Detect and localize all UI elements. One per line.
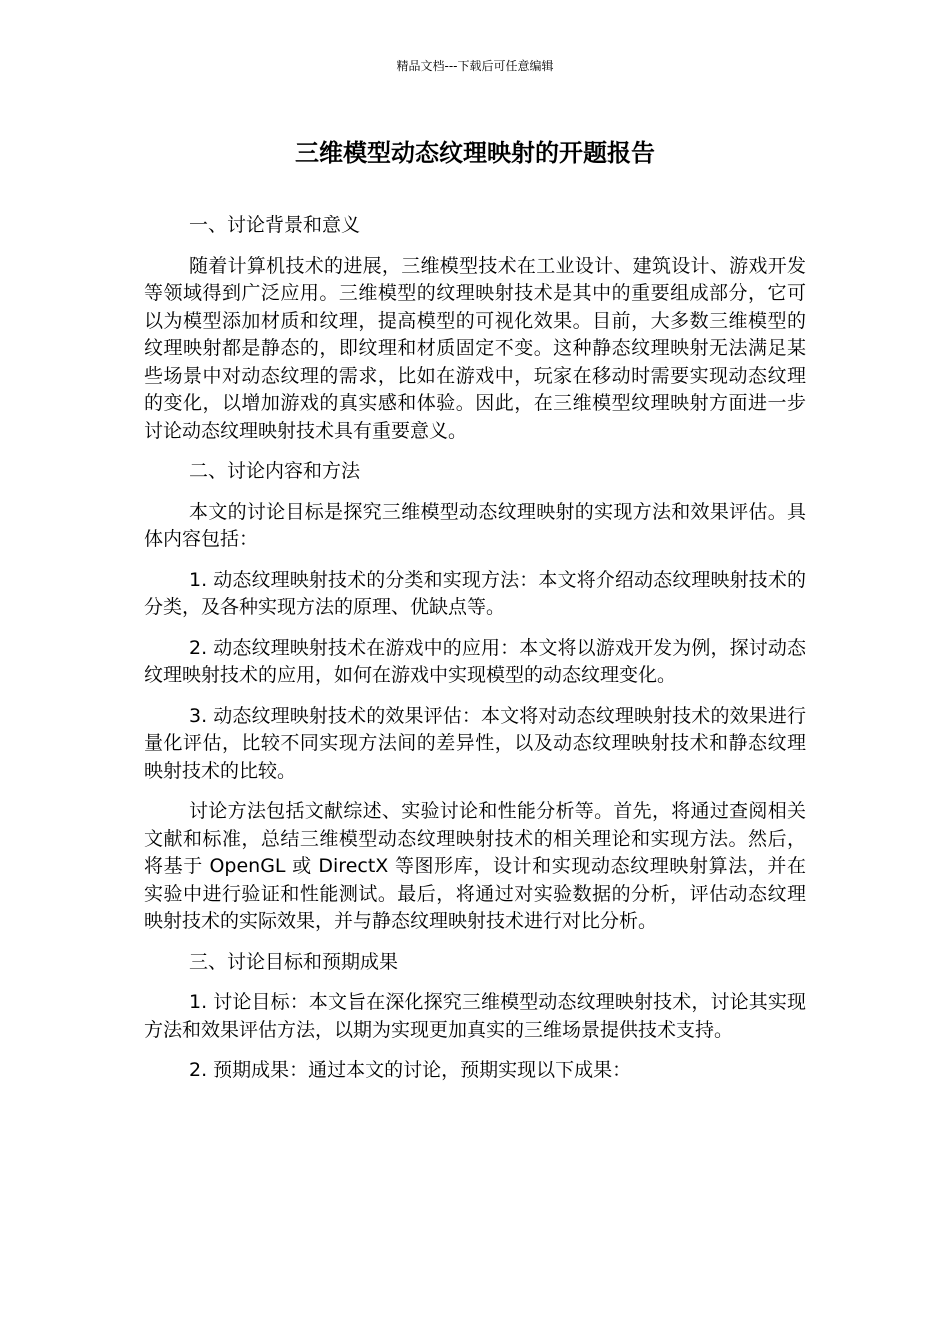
list-item-classification: 1. 动态纹理映射技术的分类和实现方法：本文将介绍动态纹理映射技术的分类，及各种实现方法的原理、优缺点等。	[144, 568, 806, 618]
section-heading-goals-outcomes: 三、讨论目标和预期成果	[189, 950, 399, 973]
list-item-game-application: 2. 动态纹理映射技术在游戏中的应用：本文将以游戏开发为例，探讨动态纹理映射技术的应用，如何在游戏中实现模型的动态纹理变化。	[144, 636, 806, 686]
paragraph-research-methods: 讨论方法包括文献综述、实验讨论和性能分析等。首先，将通过查阅相关文献和标准，总结三维模型动态纹理映射技术的相关理论和实现方法。然后，将基于 OpenGL 或 DirectX 等图形库，设计和实现动态纹理映射算法，并在实验中进行验证和性能测试。最后，将通过对实验数据的分析，评估动态纹理映射技术的实际效果，并与静态纹理映射技术进行对比分析。	[144, 800, 806, 932]
list-item-effect-evaluation: 3. 动态纹理映射技术的效果评估：本文将对动态纹理映射技术的效果进行量化评估，比较不同实现方法间的差异性，以及动态纹理映射技术和静态纹理映射技术的比较。	[144, 704, 806, 782]
document-body	[144, 212, 806, 1098]
document-title: 三维模型动态纹理映射的开题报告	[295, 139, 655, 167]
paragraph-research-goal: 本文的讨论目标是探究三维模型动态纹理映射的实现方法和效果评估。具体内容包括：	[144, 500, 806, 550]
section-heading-content-methods: 二、讨论内容和方法	[189, 460, 361, 482]
list-item-expected-outcomes: 2. 预期成果：通过本文的讨论，预期实现以下成果：	[189, 1059, 632, 1081]
section-heading-background: 一、讨论背景和意义	[189, 214, 361, 236]
page-header-watermark: 精品文档---下载后可任意编辑	[396, 59, 554, 73]
paragraph-background: 随着计算机技术的进展，三维模型技术在工业设计、建筑设计、游戏开发等领域得到广泛应用。三维模型的纹理映射技术是其中的重要组成部分，它可以为模型添加材质和纹理，提高模型的可视化效果。目前，大多数三维模型的纹理映射都是静态的，即纹理和材质固定不变。这种静态纹理映射无法满足某些场景中对动态纹理的需求，比如在游戏中，玩家在移动时需要实现动态纹理的变化，以增加游戏的真实感和体验。因此，在三维模型纹理映射方面进一步讨论动态纹理映射技术具有重要意义。	[144, 254, 806, 442]
list-item-research-goal: 1. 讨论目标：本文旨在深化探究三维模型动态纹理映射技术，讨论其实现方法和效果评估方法，以期为实现更加真实的三维场景提供技术支持。	[144, 991, 806, 1041]
